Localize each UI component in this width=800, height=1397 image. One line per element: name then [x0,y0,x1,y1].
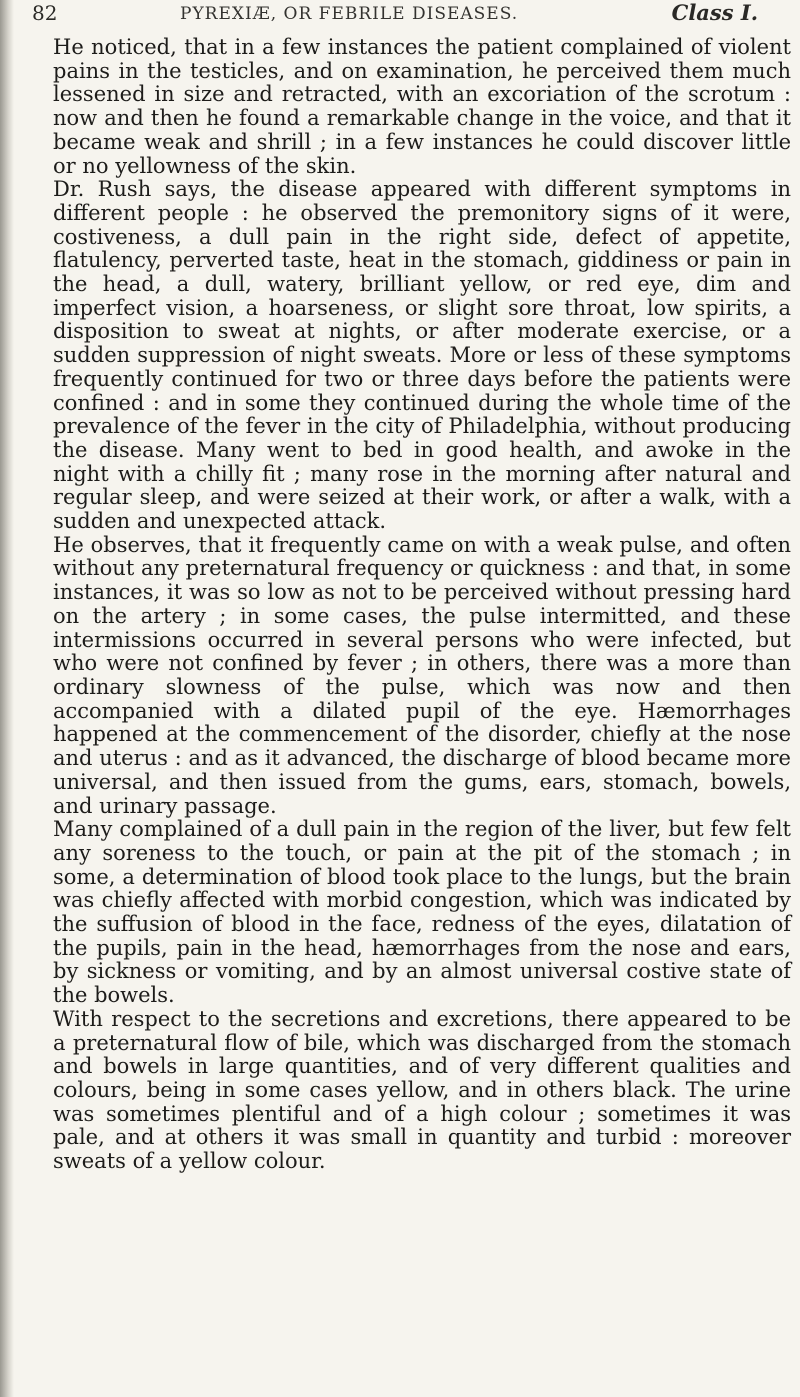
paragraph: He noticed, that in a few instances the patient complained of violent pains in the testicles, and on examination, he perceived them much lessened in size and retracted, with an excoriation of the scrotum : now and then he found a remarkable change in the voice, and that it became weak and shrill ; in a few instances he could discover little or no yellowness of the skin. [53,35,791,178]
paragraph: Many complained of a dull pain in the region of the liver, but few felt any soreness to the touch, or pain at the pit of the stomach ; in some, a determination of blood took place to the lungs, but the brain was chiefly affected with morbid congestion, which was indicated by the suffusion of blood in the face, redness of the eyes, dilatation of the pupils, pain in the head, hæmorrhages from the nose and ears, by sickness or vomiting, and by an almost universal costive state of the bowels. [53,817,791,1008]
paragraph: With respect to the secretions and excretions, there appeared to be a preternatural flow of bile, which was discharged from the stomach and bowels in large quantities, and of very different qualities and colours, being in some cases yellow, and in others black. The urine was sometimes plentiful and of a high colour ; sometimes it was pale, and at others it was small in quantity and turbid : moreover sweats of a yellow colour. [53,1006,791,1174]
paragraph: Dr. Rush says, the disease appeared with different symptoms in different people : he observed the premonitory signs of it were, costiveness, a dull pain in the right side, defect of appetite, flatulency, perverted taste, heat in the stomach, giddiness or pain in the head, a dull, watery, brilliant yellow, or red eye, dim and imperfect vision, a hoarseness, or slight sore throat, low spirits, a disposition to sweat at nights, or after moderate exercise, or a sudden suppression of night sweats. More or less of these symptoms frequently continued for two or three days before the patients were confined : and in some they continued during the whole time of the prevalence of the fever in the city of Philadelphia, without producing the disease. Many went to bed in good health, and awoke in the night with a chilly fit ; many rose in the morning after natural and regular sleep, and were seized at their work, or after a walk, with a sudden and unexpected attack. [53,177,791,534]
body-text [53,36,791,1174]
class-label: Class I. [671,0,758,25]
page-binding-shadow [0,0,14,1397]
paragraph: He observes, that it frequently came on with a weak pulse, and often without any preternatural frequency or quickness : and that, in some instances, it was so low as not to be perceived without pressing hard on the artery ; in some cases, the pulse intermitted, and these intermissions occurred in several persons who were infected, but who were not confined by fever ; in others, there was a more than ordinary slowness of the pulse, which was now and then accompanied with a dilated pupil of the eye. Hæmorrhages happened at the commencement of the disorder, chiefly at the nose and uterus : and as it advanced, the discharge of blood became more universal, and then issued from the gums, ears, stomach, bowels, and urinary passage. [53,532,791,818]
page-header [32,0,758,32]
page-number: 82 [32,1,58,25]
running-head: PYREXIÆ, OR FEBRILE DISEASES. [180,4,519,24]
